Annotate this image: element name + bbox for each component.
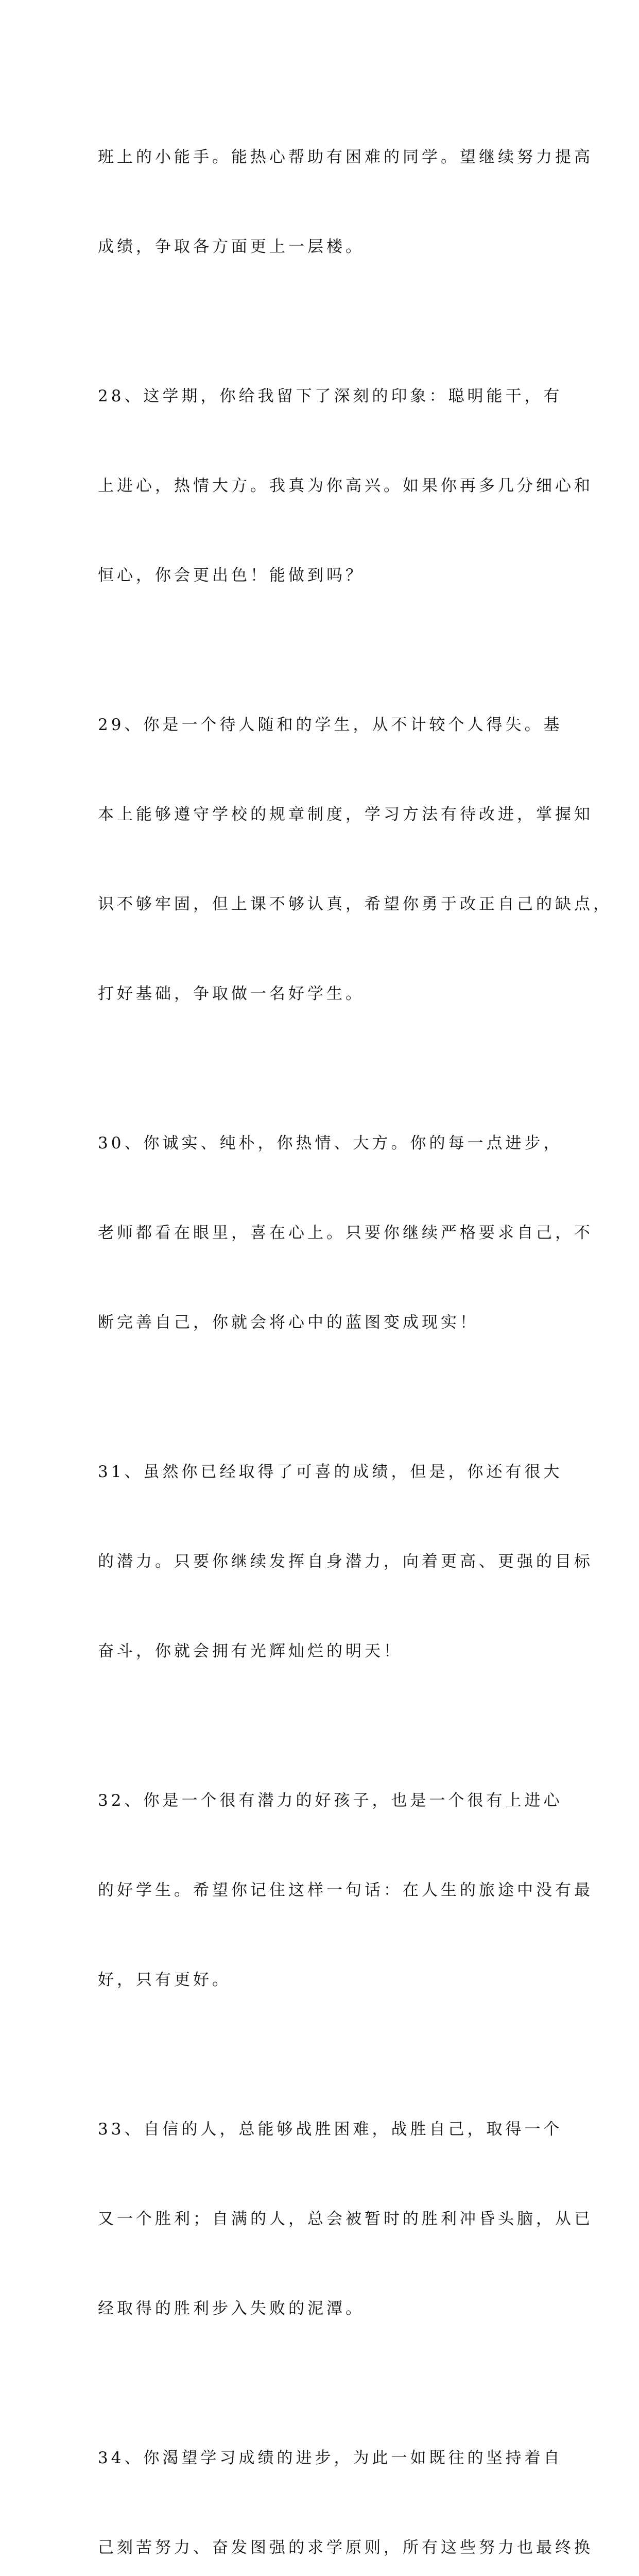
text-line: 己刻苦努力、奋发图强的求学原则，所有这些努力也最终换 <box>98 2538 593 2557</box>
text-line: 29、你是一个待人随和的学生，从不计较个人得失。基 <box>98 716 563 734</box>
paragraph <box>98 1726 593 2055</box>
paragraph <box>98 1397 593 1726</box>
text-line: 班上的小能手。能热心帮助有困难的同学。望继续努力提高 <box>98 148 593 166</box>
text-line: 28、这学期，你给我留下了深刻的印象：聪明能干，有 <box>98 387 563 405</box>
text-line: 老师都看在眼里，喜在心上。只要你继续严格要求自己，不 <box>98 1224 593 1242</box>
text-line: 经取得的胜利步入失败的泥潭。 <box>98 2299 365 2318</box>
text-line: 断完善自己，你就会将心中的蓝图变成现实！ <box>98 1313 479 1332</box>
text-line: 本上能够遵守学校的规章制度，学习方法有待改进，掌握知 <box>98 805 593 824</box>
text-line: 恒心，你会更出色！能做到吗？ <box>98 566 365 585</box>
text-line: 又一个胜利；自满的人，总会被暂时的胜利冲昏头脑，从已 <box>98 2210 593 2228</box>
text-line: 的潜力。只要你继续发挥自身潜力，向着更高、更强的目标 <box>98 1552 593 1571</box>
paragraph <box>98 2383 593 2576</box>
paragraph <box>98 321 593 650</box>
paragraph <box>98 1069 593 1397</box>
text-line: 识不够牢固，但上课不够认真，希望你勇于改正自己的缺点， <box>98 895 612 913</box>
text-line: 31、虽然你已经取得了可喜的成绩，但是，你还有很大 <box>98 1463 563 1481</box>
text-line: 上进心，热情大方。我真为你高兴。如果你再多几分细心和 <box>98 477 593 495</box>
text-line: 34、你渴望学习成绩的进步，为此一如既往的坚持着自 <box>98 2449 563 2467</box>
paragraph <box>98 82 593 321</box>
paragraph <box>98 650 612 1069</box>
text-line: 打好基础，争取做一名好学生。 <box>98 985 365 1003</box>
text-line: 的好学生。希望你记住这样一句话：在人生的旅途中没有最 <box>98 1881 593 1900</box>
text-line: 奋斗，你就会拥有光辉灿烂的明天！ <box>98 1642 403 1660</box>
text-line: 30、你诚实、纯朴，你热情、大方。你的每一点进步， <box>98 1134 563 1153</box>
paragraph <box>98 2055 593 2383</box>
text-line: 好，只有更好。 <box>98 1971 231 1989</box>
document-body <box>98 82 612 2576</box>
text-line: 成绩，争取各方面更上一层楼。 <box>98 238 365 256</box>
text-line: 33、自信的人，总能够战胜困难，战胜自己，取得一个 <box>98 2120 563 2139</box>
text-line: 32、你是一个很有潜力的好孩子，也是一个很有上进心 <box>98 1791 563 1810</box>
